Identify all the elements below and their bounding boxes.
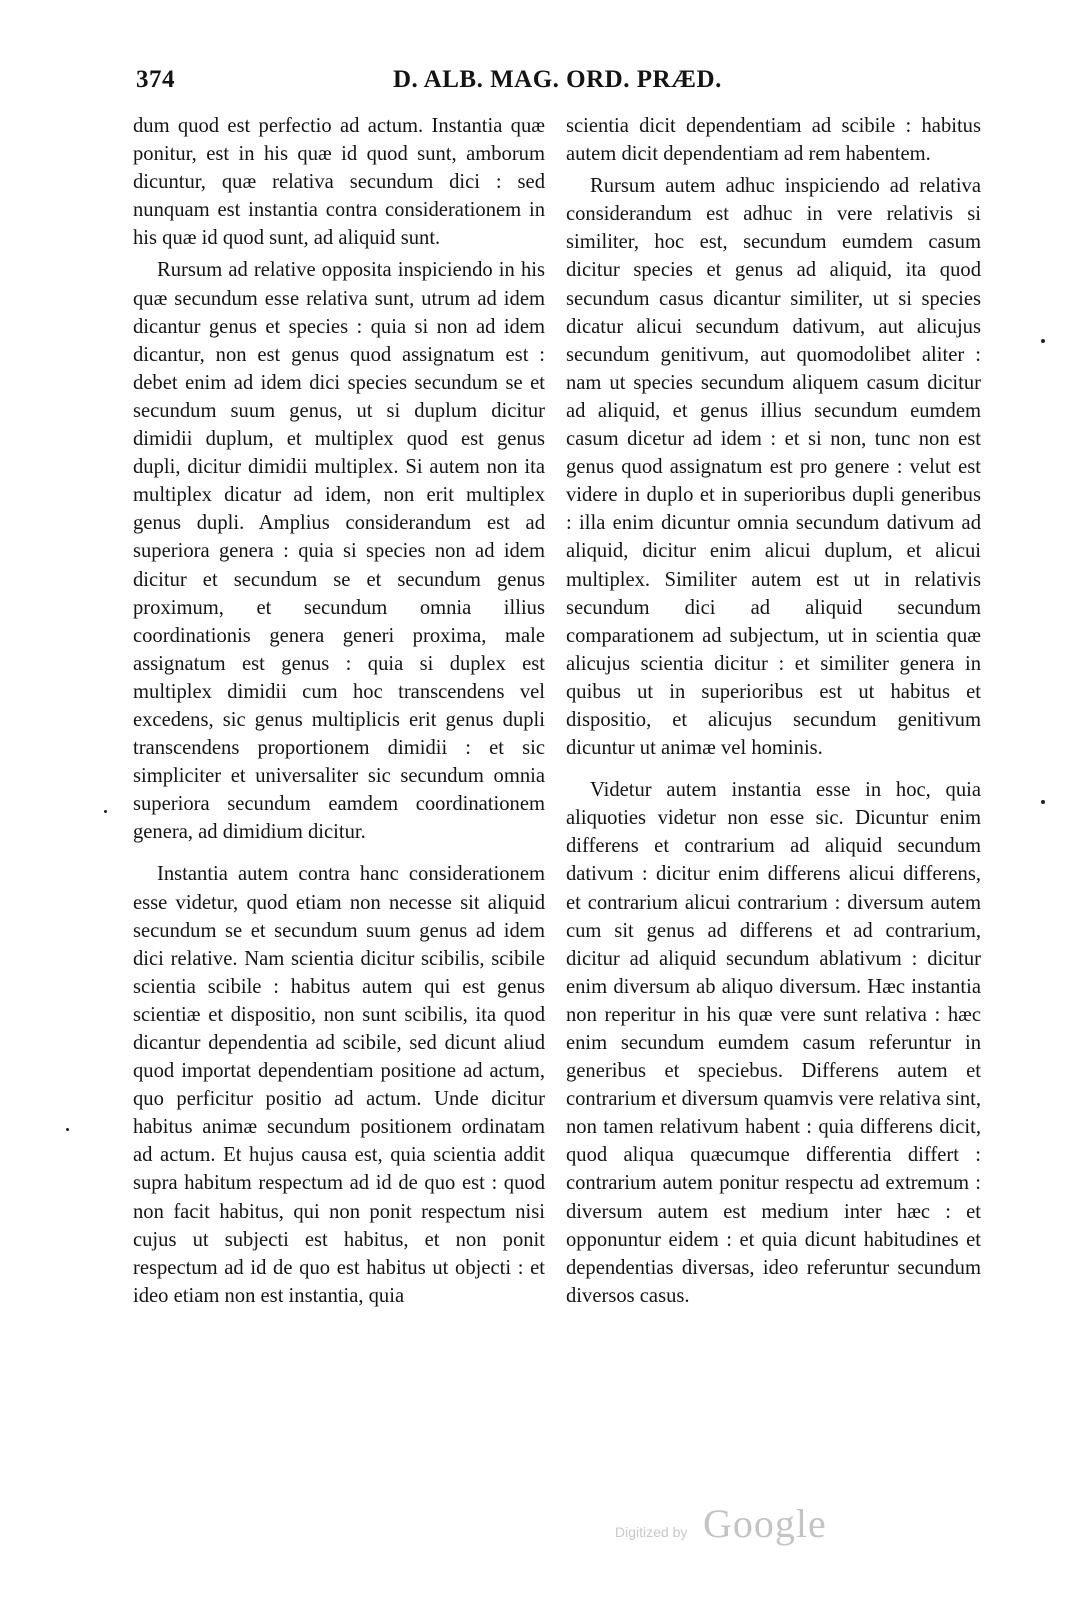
page-header [133, 66, 981, 102]
left-column [133, 112, 545, 1310]
paragraph: Rursum ad relative opposita inspiciendo in his quæ secundum esse relativa sunt, utrum ad idem dicantur genus et species : quia si non ad idem dicantur, non est genus quod assignatum est : debet enim ad idem dici species secundum se et secundum suum genus, ut si duplum dicitur dimidii duplum, et multiplex quod est genus dupli, dicitur dimidii multiplex. Si autem non ita multiplex dicatur ad idem, non erit multiplex genus dupli. Amplius considerandum est ad superiora genera : quia si species non ad idem dicitur et secundum se et secundum genus proximum, et secundum omnia illius coordinationis genera generi proxima, male assignatum est genus : quia si duplex est multiplex dimidii cum hoc transcendens vel excedens, sic genus multiplicis erit genus dupli transcendens proportionem dimidii : et sic simpliciter et universaliter sic secundum omnia superiora secundum eamdem coordinationem genera, ad dimidium dicitur. [133, 259, 545, 844]
paragraph: Videtur autem instantia esse in hoc, quia aliquoties videtur non esse sic. Dicuntur enim differens et contrarium ad aliquid secundum dativum : dicitur enim differens alicui differens, et contrarium alicui contrarium : diversum autem cum sit genus ad differens et ad contrarium, dicitur ad aliquid secundum ablativum : dicitur enim diversum ab aliquo diversum. Hæc instantia non reperitur in his quæ vere sunt relativa : hæc enim secundum eumdem casum referuntur in generibus et speciebus. Differens autem et contrarium et diversum quamvis vere relativa sint, non tamen relativum habent : quia differens dicit, quod aliqua quæcumque differentia differt : contrarium autem ponitur respectu ad extremum : diversum autem est medium inter hæc : et opponuntur eidem : et quia dicunt habitudines et dependentias diversas, ideo referuntur secundum diversos casus. [566, 779, 981, 1307]
scan-speck [1041, 800, 1045, 804]
running-title: D. ALB. MAG. ORD. PRÆD. [393, 66, 722, 93]
right-column [566, 112, 981, 1310]
paragraph: Instantia autem contra hanc considerationem esse videtur, quod etiam non necesse sit aliquid secundum se et secundum suum genus ad idem dici relative. Nam scientia dicitur scibilis, scibile scientia scibile : habitus autem qui est genus scientiæ et dispositio, non sunt scibilis, ita quod dicantur dependentia ad scibile, sed dicunt aliud quod importat dependentiam positione ad actum, quo perficitur positio ad actum. Unde dicitur habitus animæ secundum positionem ordinatam ad actum. Et hujus causa est, quia scientia addit supra habitum respectum ad id de quo est : quod non facit habitus, qui non ponit respectum nisi cujus ut subjecti est habitus, et non ponit respectum ad id de quo est habitus ut objecti : et ideo etiam non est instantia, quia [133, 863, 545, 1307]
watermark-text: Digitized by [615, 1524, 688, 1540]
digitized-watermark [615, 1500, 855, 1560]
paragraph: scientia dicit dependentiam ad scibile : habitus autem dicit dependentiam ad rem habentem. [566, 115, 981, 166]
scan-speck [104, 810, 107, 813]
paragraph: dum quod est perfectio ad actum. Instantia quæ ponitur, est in his quæ id quod sunt, amborum dicuntur, quæ relativa secundum dici : sed nunquam est instantia contra considerationem in his quæ id quod sunt, ad aliquid sunt. [133, 115, 545, 250]
scan-speck [66, 1128, 69, 1131]
paragraph: Rursum autem adhuc inspiciendo ad relativa considerandum est adhuc in vere relativis si similiter, hoc est, secundum eumdem casum dicitur species et genus ad aliquid, ita quod secundum casus dicantur similiter, ut si species dicatur alicui secundum dativum, aut alicujus secundum genitivum, aut quomodolibet aliter : nam ut species secundum aliquem casum dicitur ad aliquid, et genus illius secundum eumdem casum dicetur ad idem : et si non, tunc non est genus quod assignatum est pro genere : velut est videre in duplo et in superioribus dupli generibus : illa enim dicuntur omnia secundum dativum ad aliquid, dicitur enim alicui duplum, et alicui multiplex. Similiter autem est ut in relativis secundum dici ad aliquid secundum comparationem ad subjectum, ut in scientia quæ alicujus scientia dicitur : et similiter genera in quibus ut in superioribus est ut habitus et dispositio, et alicujus secundum genitivum dicuntur ut animæ vel hominis. [566, 175, 981, 760]
google-logo: Google [703, 1501, 827, 1546]
page-number: 374 [136, 66, 175, 93]
scan-speck [1041, 339, 1045, 343]
